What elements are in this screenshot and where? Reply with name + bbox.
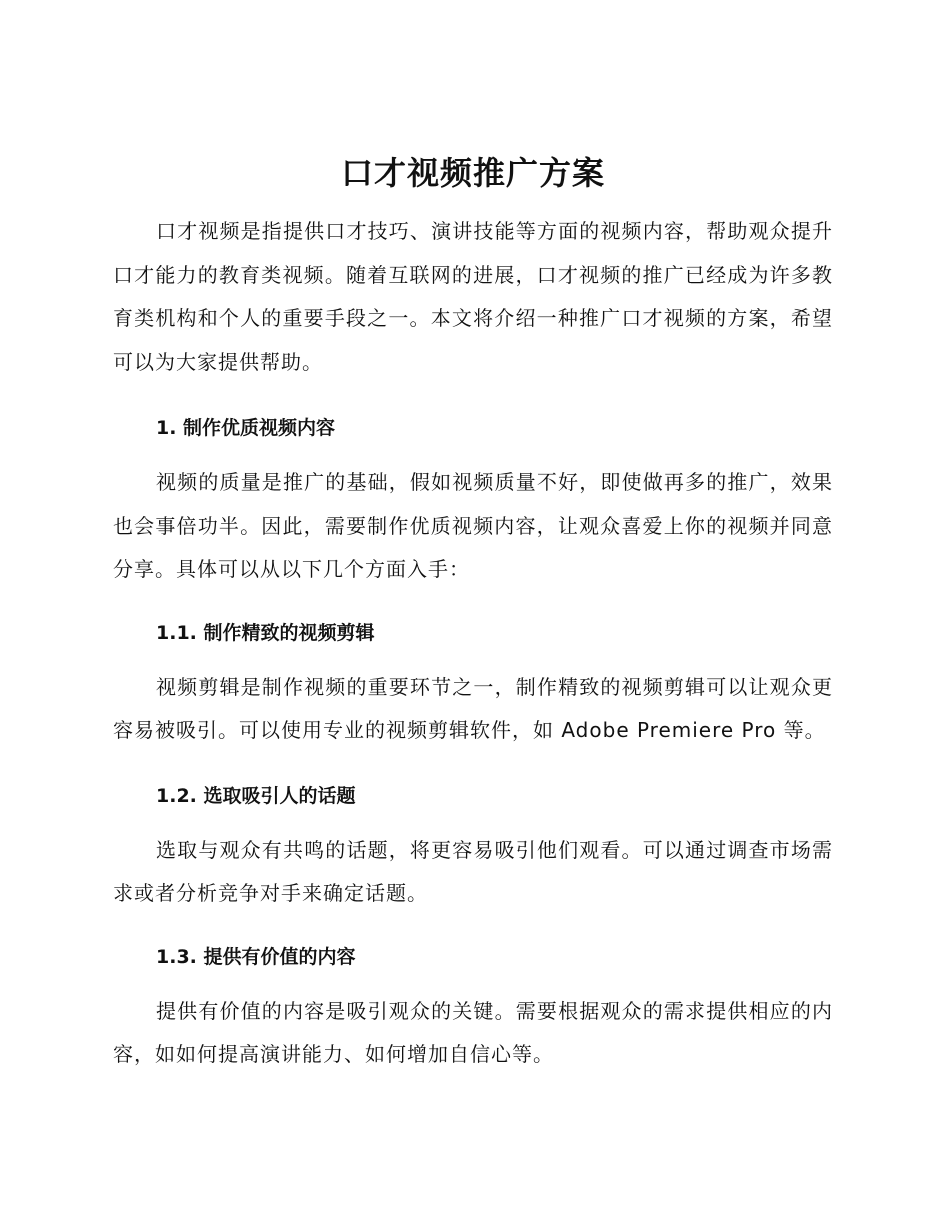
- document-page: [113, 148, 833, 1077]
- section-body-1: 视频的质量是推广的基础，假如视频质量不好，即使做再多的推广，效果也会事倍功半。因此，需要制作优质视频内容，让观众喜爱上你的视频并同意分享。具体可以从以下几个方面入手：: [113, 470, 833, 581]
- section-body-1-2: 选取与观众有共鸣的话题，将更容易吸引他们观看。可以通过调查市场需求或者分析竞争对手来确定话题。: [113, 837, 833, 905]
- document-title: 口才视频推广方案: [340, 154, 605, 192]
- section-body-1-3: 提供有价值的内容是吸引观众的关键。需要根据观众的需求提供相应的内容，如如何提高演讲能力、如何增加自信心等。: [113, 998, 833, 1066]
- section-heading-1-1: 1.1. 制作精致的视频剪辑: [156, 621, 375, 644]
- intro-paragraph: 口才视频是指提供口才技巧、演讲技能等方面的视频内容，帮助观众提升口才能力的教育类视频。随着互联网的进展，口才视频的推广已经成为许多教育类机构和个人的重要手段之一。本文将介绍一种推广口才视频的方案，希望可以为大家提供帮助。: [113, 219, 833, 374]
- section-body-1-1: 视频剪辑是制作视频的重要环节之一，制作精致的视频剪辑可以让观众更容易被吸引。可以使用专业的视频剪辑软件，如 Adobe Premiere Pro 等。: [113, 674, 833, 742]
- section-heading-1-2: 1.2. 选取吸引人的话题: [156, 784, 356, 807]
- section-heading-1-3: 1.3. 提供有价值的内容: [156, 945, 356, 968]
- section-heading-1: 1. 制作优质视频内容: [156, 417, 336, 439]
